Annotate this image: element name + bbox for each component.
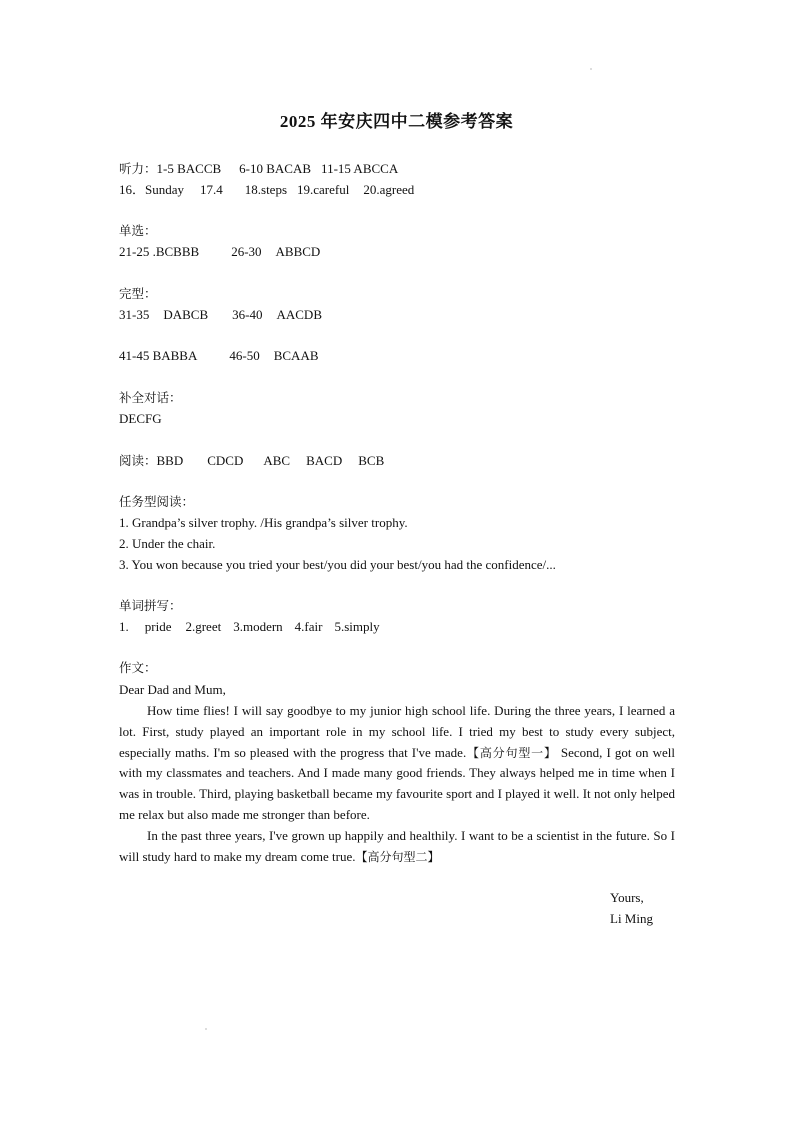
highlight-tag: 【高分句型二】 bbox=[355, 849, 440, 864]
letter-salutation: Dear Dad and Mum, bbox=[119, 682, 226, 697]
single-choice-answer: 21-25 .BCBBB bbox=[119, 244, 200, 259]
highlight-tag: 【高分句型一】 bbox=[466, 745, 557, 760]
spelling-answer: 1. bbox=[119, 619, 129, 634]
cloze-heading: 完型： bbox=[119, 286, 157, 301]
scan-speck bbox=[205, 1028, 207, 1030]
single-choice-answer: ABBCD bbox=[275, 244, 321, 259]
spelling-answer: pride bbox=[144, 619, 172, 634]
reading-answer: BACD bbox=[306, 453, 343, 468]
spelling-line bbox=[119, 619, 380, 635]
letter-paragraph-2 bbox=[119, 826, 675, 868]
listening-answer: 20.agreed bbox=[363, 182, 415, 197]
spelling-answer: 4.fair bbox=[294, 619, 323, 634]
reading-answer: BCB bbox=[358, 453, 385, 468]
listening-answer: 16．Sunday bbox=[119, 182, 185, 197]
listening-answer: 6-10 BACAB bbox=[239, 161, 312, 176]
letter-paragraph-1 bbox=[119, 701, 675, 826]
reading-answer: ABC bbox=[263, 453, 291, 468]
single-choice-answer: 26-30 bbox=[231, 244, 262, 259]
listening-line-1 bbox=[119, 161, 398, 177]
spelling-answer: 5.simply bbox=[334, 619, 380, 634]
paragraph-text: How time flies! I will say goodbye to my junior high school life. During the three years, I learned a lot. First, study played an important role in my school life. I tried my best to study every subject, especially maths. I'm so pleased with the progress that I've made. bbox=[119, 703, 675, 760]
letter-closing: Yours, bbox=[610, 890, 644, 905]
cloze-line-2 bbox=[119, 348, 319, 364]
cloze-line-1 bbox=[119, 307, 322, 323]
dialogue-answer: DECFG bbox=[119, 411, 162, 426]
cloze-answer: 41-45 BABBA bbox=[119, 348, 198, 363]
letter-signature: Li Ming bbox=[610, 911, 653, 926]
cloze-answer: 36-40 bbox=[232, 307, 263, 322]
reading-heading: 阅读： bbox=[119, 453, 157, 468]
single-choice-heading: 单选： bbox=[119, 223, 157, 238]
reading-answer: CDCD bbox=[207, 453, 244, 468]
letter-body bbox=[119, 701, 675, 867]
listening-answer: 18.steps bbox=[244, 182, 288, 197]
listening-answer: 19.careful bbox=[297, 182, 350, 197]
reading-line bbox=[119, 453, 384, 469]
page-title: 2025 年安庆四中二模参考答案 bbox=[279, 112, 514, 131]
dialogue-heading: 补全对话： bbox=[119, 390, 182, 405]
scan-speck bbox=[590, 68, 592, 70]
task-reading-answer-2: 2. Under the chair. bbox=[119, 536, 216, 551]
reading-answer: BBD bbox=[156, 453, 184, 468]
listening-answer: 17.4 bbox=[200, 182, 223, 197]
cloze-answer: AACDB bbox=[276, 307, 322, 322]
task-reading-answer-3: 3. You won because you tried your best/you did your best/you had the confidence/... bbox=[119, 557, 556, 572]
cloze-answer: 46-50 bbox=[229, 348, 260, 363]
task-reading-heading: 任务型阅读： bbox=[119, 494, 195, 509]
spelling-answer: 2.greet bbox=[185, 619, 222, 634]
cloze-answer: BCAAB bbox=[273, 348, 319, 363]
task-reading-answer-1: 1. Grandpa’s silver trophy. /His grandpa’s silver trophy. bbox=[119, 515, 408, 530]
listening-answer: 1-5 BACCB bbox=[156, 161, 222, 176]
cloze-answer: DABCB bbox=[163, 307, 209, 322]
spelling-heading: 单词拼写： bbox=[119, 598, 182, 613]
listening-heading: 听力： bbox=[119, 161, 157, 176]
single-choice-line bbox=[119, 244, 320, 260]
listening-answer: 11-15 ABCCA bbox=[321, 161, 399, 176]
spelling-answer: 3.modern bbox=[233, 619, 283, 634]
listening-line-2 bbox=[119, 182, 414, 198]
paragraph-text: Second, I got on well with my classmates and teachers. And I made many good friends. They always helped me in time when I was in trouble. Third, playing basketball became my favourite sport and I played it well. It not only helped me relax but also made me stronger than before. bbox=[119, 744, 675, 822]
cloze-answer: 31-35 bbox=[119, 307, 150, 322]
paragraph-text: In the past three years, I've grown up happily and healthily. I want to be a scientist in the future. So I will study hard to make my dream come true. bbox=[119, 827, 675, 864]
writing-heading: 作文： bbox=[119, 660, 157, 675]
